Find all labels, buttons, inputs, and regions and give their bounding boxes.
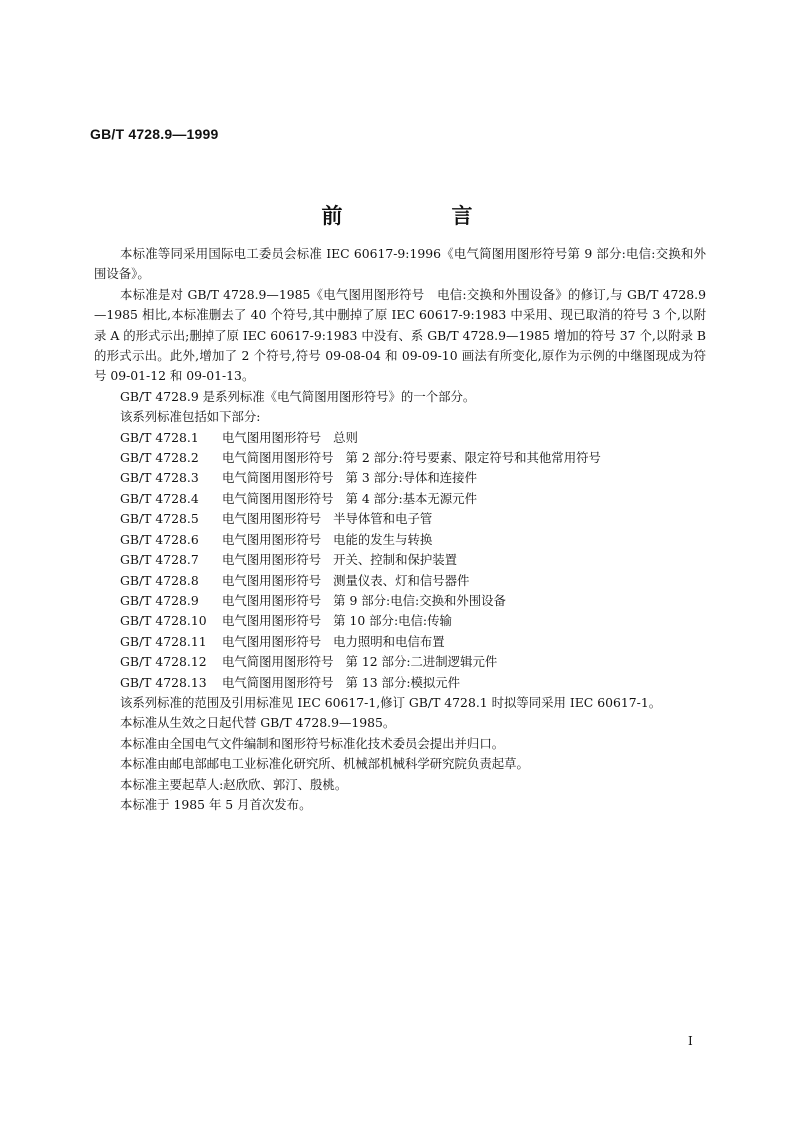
series-item: [94, 428, 706, 448]
series-code: GB/T 4728.8: [120, 572, 199, 588]
series-code: GB/T 4728.4: [120, 490, 199, 506]
series-part: 第 13 部分:模拟元件: [345, 674, 461, 690]
series-part: 第 4 部分:基本无源元件: [345, 490, 477, 506]
series-item: [94, 652, 706, 672]
paragraph-series-part: GB/T 4728.9 是系列标准《电气简图用图形符号》的一个部分。: [120, 388, 476, 404]
series-part: 半导体管和电子管: [333, 511, 433, 527]
series-part: 第 2 部分:符号要素、限定符号和其他常用符号: [345, 450, 601, 466]
paragraph-first-issue: 本标准于 1985 年 5 月首次发布。: [120, 796, 312, 812]
series-item: [94, 550, 706, 570]
paragraph-drafted-by: 本标准由邮电部邮电工业标准化研究所、机械部机械科学研究院负责起草。: [120, 756, 529, 772]
series-name: 电气简图用图形符号: [222, 470, 334, 486]
paragraph-proposed-by: 本标准由全国电气文件编制和图形符号标准化技术委员会提出并归口。: [120, 735, 505, 751]
series-code: GB/T 4728.12: [120, 654, 207, 670]
series-item: [94, 611, 706, 631]
series-item: [94, 468, 706, 488]
series-part: 第 12 部分:二进制逻辑元件: [345, 654, 498, 670]
foreword-body: [94, 244, 706, 815]
standard-code: GB/T 4728.9—1999: [90, 126, 219, 142]
series-item: [94, 530, 706, 550]
paragraph-scope: 该系列标准的范围及引用标准见 IEC 60617-1,修订 GB/T 4728.1 时拟等同采用 IEC 60617-1。: [120, 694, 662, 710]
series-part: 测量仪表、灯和信号器件: [333, 572, 470, 588]
paragraph-adoption: 本标准等同采用国际电工委员会标准 IEC 60617-9:1996《电气简图用图形符号第 9 部分:电信:交换和外围设备》。: [94, 246, 706, 282]
series-name: 电气图用图形符号: [222, 429, 322, 445]
series-code: GB/T 4728.6: [120, 531, 199, 547]
series-code: GB/T 4728.5: [120, 511, 199, 527]
series-item: [94, 489, 706, 509]
series-name: 电气简图用图形符号: [222, 674, 334, 690]
series-part: 总则: [333, 429, 358, 445]
series-item: [94, 448, 706, 468]
series-code: GB/T 4728.7: [120, 552, 199, 568]
series-part: 电能的发生与转换: [333, 531, 433, 547]
series-item: [94, 509, 706, 529]
series-name: 电气图用图形符号: [222, 613, 322, 629]
series-name: 电气简图用图形符号: [222, 490, 334, 506]
paragraph-series-intro: 该系列标准包括如下部分:: [120, 409, 261, 425]
series-item: [94, 673, 706, 693]
series-code: GB/T 4728.9: [120, 592, 199, 608]
paragraph-replaces: 本标准从生效之日起代替 GB/T 4728.9—1985。: [120, 715, 396, 731]
series-part: 第 9 部分:电信:交换和外围设备: [333, 592, 506, 608]
series-name: 电气图用图形符号: [222, 572, 322, 588]
series-name: 电气图用图形符号: [222, 531, 322, 547]
series-name: 电气图用图形符号: [222, 592, 322, 608]
series-name: 电气简图用图形符号: [222, 450, 334, 466]
series-item: [94, 571, 706, 591]
page-number: I: [688, 1034, 693, 1048]
series-part: 开关、控制和保护装置: [333, 552, 458, 568]
series-code: GB/T 4728.13: [120, 674, 207, 690]
series-name: 电气图用图形符号: [222, 552, 322, 568]
series-code: GB/T 4728.3: [120, 470, 199, 486]
series-name: 电气图用图形符号: [222, 511, 322, 527]
series-code: GB/T 4728.11: [120, 633, 207, 649]
series-code: GB/T 4728.2: [120, 450, 199, 466]
series-name: 电气图用图形符号: [222, 633, 322, 649]
series-item: [94, 591, 706, 611]
series-code: GB/T 4728.10: [120, 613, 207, 629]
series-code: GB/T 4728.1: [120, 429, 199, 445]
series-part: 第 3 部分:导体和连接件: [345, 470, 477, 486]
page-title: 前 言: [321, 204, 517, 228]
paragraph-drafters: 本标准主要起草人:赵欣欣、郭汀、殷桃。: [120, 776, 348, 792]
series-item: [94, 632, 706, 652]
series-name: 电气简图用图形符号: [222, 654, 334, 670]
paragraph-revision: 本标准是对 GB/T 4728.9—1985《电气图用图形符号 电信:交换和外围设备》的修订,与 GB/T 4728.9—1985 相比,本标准删去了 40 个符号,其中删掉了原 IEC 60617-9:1983 中采用、现已取消的符号 3 个,以附录 A 的形式示出;删掉了原 IEC 60617-9:1983 中没有、系 GB/T 4728.9—1985 增加的符号 37 个,以附录 B 的形式示出。此外,增加了 2 个符号,符号 09-08-04 和 09-09-10 画法有所变化,原作为示例的中继图现成为符号 09-01-12 和 09-01-13。: [94, 286, 706, 384]
series-part: 第 10 部分:电信:传输: [333, 613, 452, 629]
series-part: 电力照明和电信布置: [333, 633, 445, 649]
series-list: [94, 428, 706, 693]
